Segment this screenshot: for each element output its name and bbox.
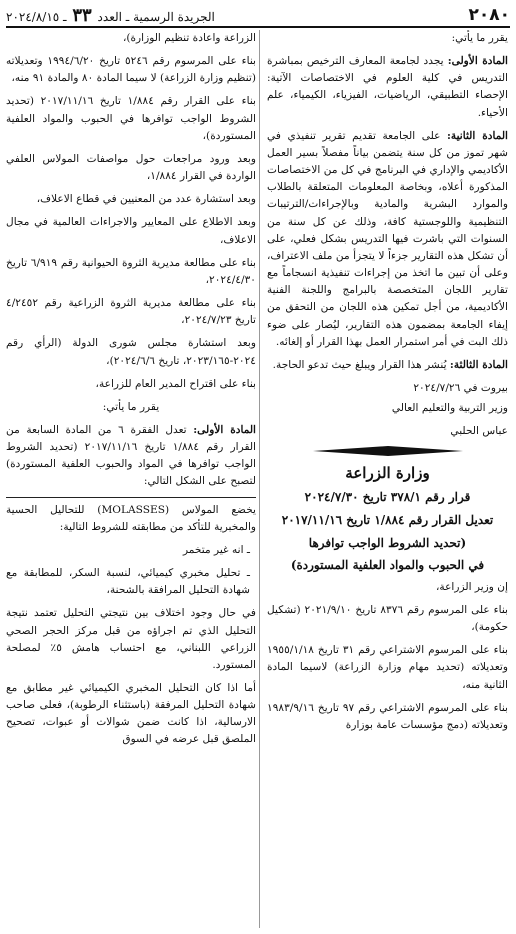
legal-basis-continuation: الزراعة واعادة تنظيم الوزارة)،: [122, 32, 256, 44]
section-ornament: [313, 446, 463, 456]
legal-basis: بناء على مطالعة مديرية الثروة الحيوانية رقم ٦/٩١٩ تاريخ ٢٠٢٤/٤/٣٠،: [6, 256, 256, 286]
article-label: المادة الثالثة:: [449, 358, 508, 371]
signer-title: وزير التربية والتعليم العالي: [391, 402, 508, 415]
signer-name: عباس الحلبي: [450, 425, 508, 438]
article-3: [267, 357, 508, 374]
article-label: المادة الثانية:: [446, 129, 508, 142]
gazette-title: الجريدة الرسمية ـ العدد: [97, 9, 215, 24]
article-label: المادة الأولى:: [447, 55, 508, 68]
right-column: [267, 30, 508, 934]
decides-heading: يقرر ما يأتي:: [451, 32, 508, 44]
left-column: [6, 30, 256, 934]
legal-basis: بناء على المرسوم الاشتراعي رقم ٣١ تاريخ ١٩٥٥/١/١٨ وتعديلاته (تحديد مهام وزارة الزراعة) لاسيما المادة الثانية منه،: [267, 644, 508, 691]
decision-subtitle: (تحديد الشروط الواجب توافرها: [308, 535, 467, 550]
column-divider: [259, 30, 260, 928]
article-2: [267, 128, 508, 351]
article-text: على الجامعة تقديم تقرير تنفيذي في شهر تموز من كل سنة يتضمن بياناً مفصلاً بسير العمل الأكاديمي والإداري في البرنامج في كل من الاختصاصات المذكورة أعلاه، وبخاصة المعلومات المتعلقة بالطلاب والموارد البشرية والمادية وبالإجراءات/الترتيبات التنظيمية واللوجستية كافة، وذلك عن كل سنة من السنوات التي باشرت فيها التدريس بشكل فعلي، على أن تشكل هذه التقارير جزءاً لا يتجزأ من ملف الاعتراف، وعلى أن تبين ما اتخذ من إجراءات تنفيذية انسجاماً مع تقارير اللجان المتخصصة بالبرامج واللجنة الفنية الأكاديمية، من أجل تمكين هذه اللجان من التحقق من إيفاء الجامعة بمضمون هذه التقارير، ليُصار على ضوء ذلك البت في أمر استمرار العمل بهذا القرار أو إلغائه.: [267, 129, 508, 348]
list-item: ـ تحليل مخبري كيميائي، لنسبة السكر، للمطابقة مع شهادة التحليل المرافقة بالشحنة،: [6, 567, 250, 597]
article-text: يُنشر هذا القرار ويبلغ حيث تدعو الحاجة.: [272, 358, 447, 371]
divider: [6, 497, 256, 498]
article-1: [6, 422, 256, 491]
issue-number: ٣٣: [72, 4, 92, 26]
legal-basis: بناء على المرسوم رقم ٨٣٧٦ تاريخ ٢٠٢١/٩/١٠ (تشكيل حكومة)،: [267, 603, 508, 634]
list-item: ـ انه غير متخمر: [182, 543, 250, 556]
legal-basis: بناء على اقتراح المدير العام للزراعة،: [95, 377, 256, 390]
running-title: الجريدة الرسمية ـ العدد ٣٣ ـ ٢٠٢٤/٨/١٥: [6, 4, 215, 26]
clause-intro: يخضع المولاس (MOLASSES) للتحاليل الحسية والمخبرية للتأكد من مطابقته للشروط التالية:: [6, 503, 256, 533]
decision-number: قرار رقم ٣٧٨/١ تاريخ ٢٠٢٤/٧/٣٠: [304, 490, 471, 505]
page-header: [6, 4, 510, 28]
place-date: بيروت في ٢٠٢٤/٧/٢٦: [413, 381, 508, 394]
legal-basis: بناء على المرسوم الاشتراعي رقم ٩٧ تاريخ ١٩٨٣/٩/١٦ وتعديلاته (دمج مؤسسات عامة بوزارة: [267, 701, 508, 731]
clause-paragraph: في حال وجود اختلاف بين نتيجتي التحليل تعتمد نتيجة التحليل الذي تم اجراؤه من قبل مركز الحجر الصحي الزراعي اللبناني، مع احتساب هامش ٥٪ لمصلحة المستورد.: [6, 607, 256, 671]
page-number: ٢٠٨٠: [468, 5, 510, 25]
article-1: [267, 53, 508, 122]
article-text: يجدد لجامعة المعارف الترخيص بمباشرة التدريس في كلية العلوم في الاختصاصات الآتية: الإحصاء التطبيقي، الرياضيات، الفيزياء، الكيمياء، علم الأحياء.: [267, 55, 508, 119]
whereas-clause: وبعد الاطلاع على المعايير والاجراءات العالمية في مجال الاعلاف،: [6, 216, 256, 246]
legal-basis: بناء على مطالعة مديرية الثروة الزراعية رقم ٤/٢٤٥٢ تاريخ ٢٠٢٤/٧/٢٣،: [6, 297, 256, 327]
whereas-clause: وبعد ورود مراجعات حول مواصفات المولاس العلفي الواردة في القرار ١/٨٨٤،: [6, 152, 256, 183]
minister-intro: إن وزير الزراعة،: [436, 580, 508, 593]
ministry-heading: وزارة الزراعة: [345, 464, 430, 483]
decides-heading: يقرر ما يأتي:: [102, 400, 160, 413]
legal-basis: بناء على المرسوم رقم ٥٢٤٦ تاريخ ١٩٩٤/٦/٢٠ وتعديلاته (تنظيم وزارة الزراعة) لا سيما المادة ٨٠ والمادة ٩١ منه،: [6, 55, 256, 85]
article-text: تعدل الفقرة ٦ من المادة السابعة من القرار رقم ١/٨٨٤ تاريخ ٢٠١٧/١١/١٦ (تحديد الشروط الواجب توافرها في المواد والحبوب العلفية المستوردة) لتصبح على الشكل التالي:: [6, 423, 256, 488]
legal-basis: وبعد استشارة مجلس شورى الدولة (الرأي رقم ٢٠٢٤-٢٠٢٣/١٦٥، تاريخ ٢٠٢٤/٦/٦)،: [6, 337, 256, 367]
whereas-clause: وبعد استشارة عدد من المعنيين في قطاع الاعلاف،: [36, 193, 256, 206]
decision-subject: تعديل القرار رقم ١/٨٨٤ تاريخ ٢٠١٧/١١/١٦: [281, 513, 494, 528]
clause-paragraph: أما اذا كان التحليل المخبري الكيميائي غير مطابق مع شهادة التحليل المرفقة (باستثناء الرطوبة)، فعلى صاحب الارسالية، اذا كانت ضمن شوالات أو عبوات، تصحيح الملصق قبل عرضه في السوق: [6, 682, 256, 746]
issue-date: ٢٠٢٤/٨/١٥: [6, 9, 60, 24]
article-label: المادة الأولى:: [193, 423, 256, 436]
legal-basis: بناء على القرار رقم ١/٨٨٤ تاريخ ٢٠١٧/١١/١٦ (تحديد الشروط الواجب توافرها في الحبوب والمواد العلفية المستوردة)،: [6, 95, 256, 142]
decision-subtitle: في الحبوب والمواد العلفية المستوردة): [290, 558, 485, 573]
